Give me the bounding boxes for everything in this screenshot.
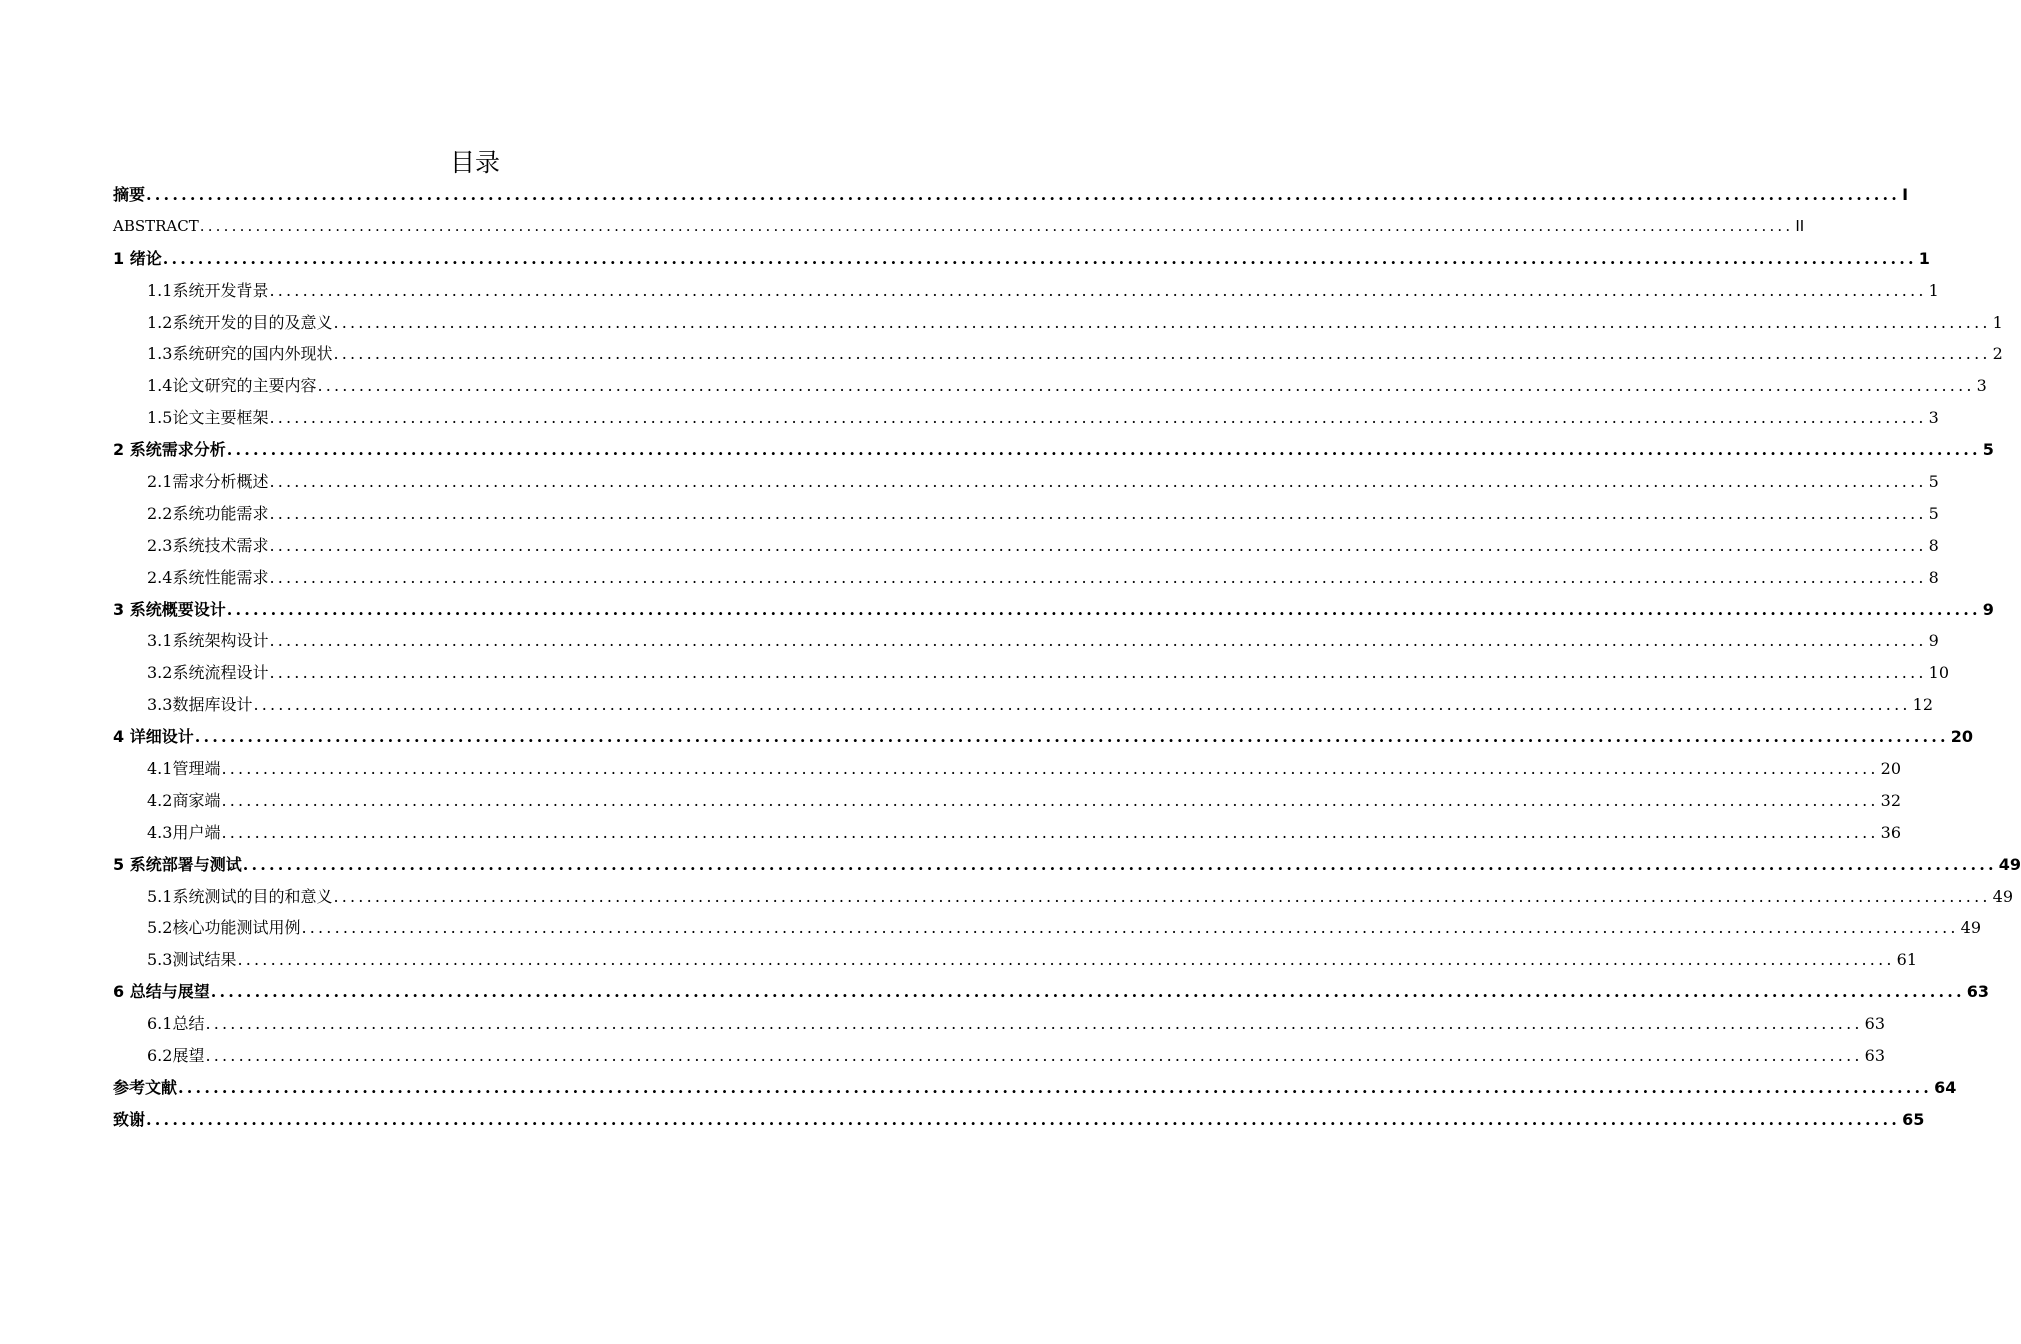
toc-page-number: 9 — [1982, 599, 1994, 619]
toc-entry[interactable] — [113, 594, 1994, 626]
toc-entry[interactable] — [113, 338, 2003, 370]
toc-entry[interactable] — [113, 562, 1939, 594]
toc-entry-label: 致谢 — [113, 1109, 146, 1129]
toc-page-number: 63 — [1864, 1014, 1885, 1034]
toc-entry-label: 5 系统部署与测试 — [113, 854, 242, 874]
toc-entry[interactable] — [113, 211, 1805, 243]
toc-entry[interactable] — [113, 689, 1933, 721]
toc-entry[interactable] — [113, 785, 1901, 817]
toc-page-number: 49 — [1998, 854, 2021, 874]
toc-entry-label: 5.2核心功能测试用例 — [147, 918, 301, 938]
toc-entry-label: 3 系统概要设计 — [113, 599, 226, 619]
toc-entry-label: 3.2系统流程设计 — [147, 663, 269, 683]
toc-entry[interactable] — [113, 434, 1994, 466]
toc-entry[interactable] — [113, 1040, 1885, 1072]
toc-leader-dots: ........................................................................................................................................................................................................ — [301, 918, 1959, 938]
toc-page-number: 1 — [1992, 312, 2003, 332]
toc-page-number: 49 — [1960, 918, 1981, 938]
toc-page-number: 8 — [1928, 535, 1939, 555]
toc-entry[interactable] — [113, 466, 1939, 498]
toc-leader-dots: ........................................................................................................................................................................................................ — [269, 472, 1927, 492]
toc-entry-label: 1.4论文研究的主要内容 — [147, 376, 317, 396]
toc-leader-dots: ........................................................................................................................................................................................................ — [237, 950, 1895, 970]
toc-entry-label: 3.3数据库设计 — [147, 695, 253, 715]
toc-page-number: 10 — [1928, 663, 1949, 683]
toc-entry[interactable] — [113, 881, 2013, 913]
toc-leader-dots: ........................................................................................................................................................................................................ — [146, 1109, 1901, 1129]
toc-page-number: 1 — [1918, 248, 1930, 268]
toc-leader-dots: ........................................................................................................................................................................................................ — [269, 535, 1927, 555]
toc-entry-label: 1.1系统开发背景 — [147, 280, 269, 300]
toc-page-number: I — [1902, 185, 1909, 204]
toc-entry[interactable] — [113, 307, 2003, 339]
toc-entry-label: 6.1总结 — [147, 1014, 205, 1034]
toc-leader-dots: ........................................................................................................................................................................................................ — [205, 1046, 1863, 1066]
toc-page-number: 3 — [1976, 376, 1987, 396]
toc-entry-label: 参考文献 — [113, 1077, 178, 1097]
toc-page-number: 8 — [1928, 567, 1939, 587]
toc-entry-label: 2.4系统性能需求 — [147, 567, 269, 587]
toc-leader-dots: ........................................................................................................................................................................................................ — [269, 631, 1927, 651]
toc-entry[interactable] — [113, 657, 1949, 689]
toc-page-number: 2 — [1992, 344, 2003, 364]
toc-page-number: 32 — [1880, 790, 1901, 810]
toc-entry-label: 4.3用户端 — [147, 822, 221, 842]
page-title: 目录 — [449, 148, 500, 177]
toc-entry-label: 2.3系统技术需求 — [147, 535, 269, 555]
toc-entry-label: 3.1系统架构设计 — [147, 631, 269, 651]
toc-page-number: 63 — [1864, 1046, 1885, 1066]
toc-page-number: 5 — [1928, 472, 1939, 492]
toc-entry[interactable] — [113, 625, 1939, 657]
toc-leader-dots: ........................................................................................................................................................................................................ — [221, 790, 1879, 810]
toc-page-number: 5 — [1928, 503, 1939, 523]
toc-entry[interactable] — [113, 243, 1930, 275]
toc-entry-label: ABSTRACT — [113, 216, 199, 235]
toc-leader-dots: ........................................................................................................................................................................................................ — [221, 822, 1879, 842]
toc-entry[interactable] — [113, 1104, 1925, 1136]
toc-page-number: 65 — [1902, 1109, 1925, 1129]
toc-entry[interactable] — [113, 179, 1909, 211]
toc-entry-label: 5.3测试结果 — [147, 950, 237, 970]
toc-page-number: 64 — [1934, 1077, 1957, 1097]
toc-entry[interactable] — [113, 944, 1917, 976]
toc-entry[interactable] — [113, 817, 1901, 849]
toc-entry-label: 4.2商家端 — [147, 790, 221, 810]
toc-entry-label: 2.2系统功能需求 — [147, 503, 269, 523]
toc-leader-dots: ........................................................................................................................................................................................................ — [253, 695, 1911, 715]
toc-list — [113, 179, 2021, 1136]
toc-entry[interactable] — [113, 275, 1939, 307]
toc-leader-dots: ........................................................................................................................................................................................................ — [146, 185, 1901, 204]
toc-entry-label: 2.1需求分析概述 — [147, 472, 269, 492]
toc-entry-label: 6.2展望 — [147, 1046, 205, 1066]
toc-page-number: 5 — [1982, 440, 1994, 460]
toc-leader-dots: ........................................................................................................................................................................................................ — [269, 280, 1927, 300]
toc-page-number: 61 — [1896, 950, 1917, 970]
toc-entry[interactable] — [113, 530, 1939, 562]
toc-leader-dots: ........................................................................................................................................................................................................ — [162, 248, 1917, 268]
toc-leader-dots: ........................................................................................................................................................................................................ — [269, 567, 1927, 587]
toc-entry-label: 1.3系统研究的国内外现状 — [147, 344, 333, 364]
toc-page-number: 12 — [1912, 695, 1933, 715]
toc-leader-dots: ........................................................................................................................................................................................................ — [194, 727, 1949, 747]
toc-leader-dots: ........................................................................................................................................................................................................ — [242, 854, 1997, 874]
toc-entry[interactable] — [113, 1072, 1957, 1104]
toc-entry-label: 4 详细设计 — [113, 727, 194, 747]
toc-leader-dots: ........................................................................................................................................................................................................ — [269, 663, 1927, 683]
toc-entry-label: 摘要 — [113, 185, 146, 204]
toc-entry[interactable] — [113, 721, 1974, 753]
toc-page-number: 20 — [1880, 759, 1901, 779]
toc-leader-dots: ........................................................................................................................................................................................................ — [178, 1077, 1933, 1097]
toc-entry[interactable] — [113, 1008, 1885, 1040]
toc-entry-label: 1.5论文主要框架 — [147, 408, 269, 428]
toc-entry[interactable] — [113, 849, 2021, 881]
toc-entry-label: 2 系统需求分析 — [113, 440, 226, 460]
toc-leader-dots: ........................................................................................................................................................................................................ — [333, 344, 1991, 364]
toc-page-number: 9 — [1928, 631, 1939, 651]
toc-leader-dots: ........................................................................................................................................................................................................ — [317, 376, 1975, 396]
toc-leader-dots: ........................................................................................................................................................................................................ — [210, 982, 1965, 1002]
toc-entry-label: 4.1管理端 — [147, 759, 221, 779]
toc-entry-label: 6 总结与展望 — [113, 982, 210, 1002]
toc-leader-dots: ........................................................................................................................................................................................................ — [269, 408, 1927, 428]
toc-page-number: 49 — [1992, 886, 2013, 906]
toc-entry[interactable] — [113, 402, 1939, 434]
toc-leader-dots: ........................................................................................................................................................................................................ — [333, 886, 1991, 906]
toc-page-number: 20 — [1950, 727, 1974, 747]
toc-leader-dots: ........................................................................................................................................................................................................ — [221, 759, 1879, 779]
toc-leader-dots: ........................................................................................................................................................................................................ — [205, 1014, 1863, 1034]
toc-leader-dots: ........................................................................................................................................................................................................ — [269, 503, 1927, 523]
toc-entry[interactable] — [113, 976, 1990, 1008]
toc-page-number: 63 — [1966, 982, 1990, 1002]
toc-leader-dots: ........................................................................................................................................................................................................ — [333, 312, 1991, 332]
toc-entry[interactable] — [113, 370, 1987, 402]
toc-page-number: 3 — [1928, 408, 1939, 428]
toc-page-number: II — [1795, 216, 1805, 235]
toc-page-number: 36 — [1880, 822, 1901, 842]
toc-leader-dots: ........................................................................................................................................................................................................ — [226, 599, 1981, 619]
toc-entry[interactable] — [113, 753, 1901, 785]
toc-entry-label: 1.2系统开发的目的及意义 — [147, 312, 333, 332]
toc-leader-dots: ........................................................................................................................................................................................................ — [199, 216, 1794, 235]
toc-entry[interactable] — [113, 912, 1981, 944]
toc-entry-label: 5.1系统测试的目的和意义 — [147, 886, 333, 906]
toc-leader-dots: ........................................................................................................................................................................................................ — [226, 440, 1981, 460]
toc-page-number: 1 — [1928, 280, 1939, 300]
toc-entry-label: 1 绪论 — [113, 248, 162, 268]
toc-entry[interactable] — [113, 498, 1939, 530]
